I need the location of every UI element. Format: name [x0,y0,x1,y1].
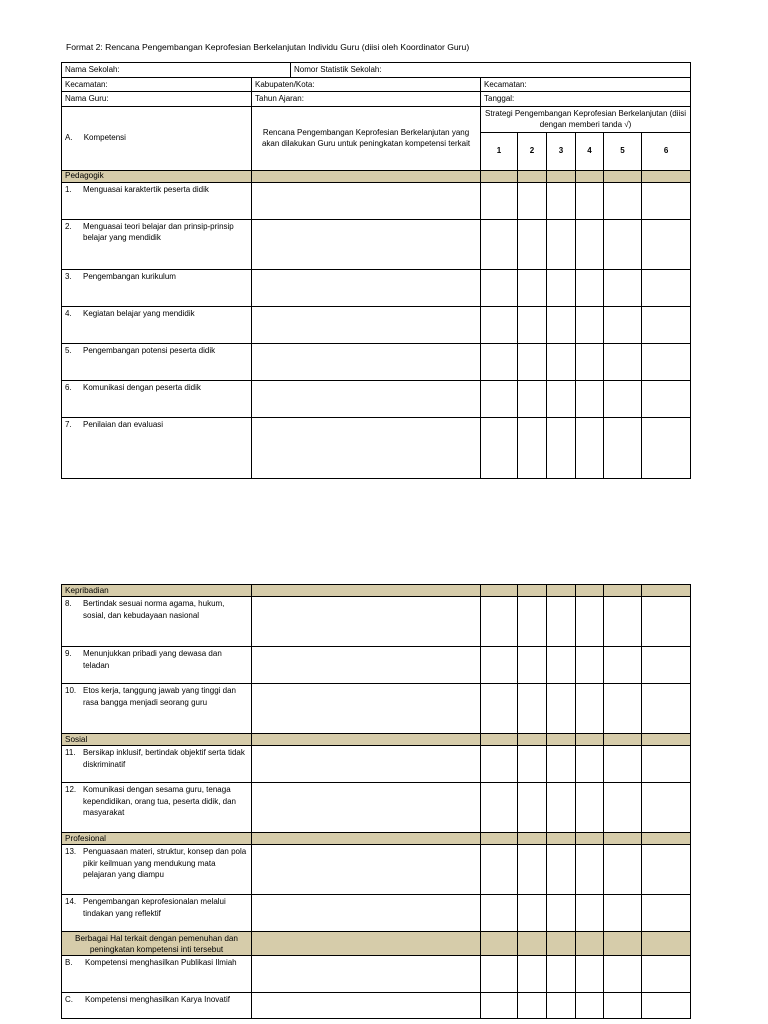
nama-guru-field[interactable]: Nama Guru: [62,92,252,107]
col-header-1: 1 [481,132,518,170]
kompetensi-header [62,106,252,170]
section-profesional: Profesional [62,833,252,845]
kompetensi-num: A. [65,133,73,143]
table-row: 12. Komunikasi dengan sesama guru, tenaga kependidikan, orang tua, peserta didik, dan masyarakat [62,783,252,833]
table-row: C. Kompetensi menghasilkan Karya Inovatif [62,993,252,1019]
table-row: 7. Penilaian dan evaluasi [62,417,252,478]
rencana-header: Rencana Pengembangan Keprofesian Berkelanjutan yang akan dilakukan Guru untuk peningkatan kompetensi terkait [252,106,481,170]
col-header-2: 2 [518,132,547,170]
page-title: Format 2: Rencana Pengembangan Keprofesian Berkelanjutan Individu Guru (diisi oleh Koordinator Guru) [66,42,470,52]
competency-table-page2 [61,584,691,1019]
col-header-4: 4 [576,132,604,170]
competency-table-page1 [61,62,691,479]
table-row: 6. Komunikasi dengan peserta didik [62,380,252,417]
table-row: 9. Menunjukkan pribadi yang dewasa dan teladan [62,647,252,684]
table-row: 2. Menguasai teori belajar dan prinsip-prinsip belajar yang mendidik [62,219,252,269]
tahun-ajaran-field[interactable]: Tahun Ajaran: [252,92,481,107]
strategi-header: Strategi Pengembangan Keprofesian Berkelanjutan (diisi dengan memberi tanda √) [481,106,691,132]
col-header-5: 5 [604,132,642,170]
section-kepribadian: Kepribadian [62,585,252,597]
kompetensi-label: Kompetensi [83,133,126,143]
table-row: B. Kompetensi menghasilkan Publikasi Ilmiah [62,956,252,993]
table-row: 11. Bersikap inklusif, bertindak objektif serta tidak diskriminatif [62,746,252,783]
section-pedagogik: Pedagogik [62,170,252,182]
nama-sekolah-field[interactable]: Nama Sekolah: [62,63,291,78]
table-row: 10. Etos kerja, tanggung jawab yang tinggi dan rasa bangga menjadi seorang guru [62,684,252,734]
table-row: 8. Bertindak sesuai norma agama, hukum, sosial, dan kebudayaan nasional [62,597,252,647]
table-row: 4. Kegiatan belajar yang mendidik [62,306,252,343]
table-row: 1. Menguasai karaktertik peserta didik [62,182,252,219]
section-sosial: Sosial [62,734,252,746]
section-berbagai: Berbagai Hal terkait dengan pemenuhan dan peningkatan kompetensi inti tersebut [62,932,252,956]
table-row: 13. Penguasaan materi, struktur, konsep dan pola pikir keilmuan yang mendukung mata pelajaran yang diampu [62,845,252,895]
table-row: 5. Pengembangan potensi peserta didik [62,343,252,380]
col-header-3: 3 [547,132,576,170]
kabupaten-field[interactable]: Kabupaten/Kota: [252,77,481,92]
kecamatan-right-field[interactable]: Kecamatan: [481,77,691,92]
tanggal-field[interactable]: Tanggal: [481,92,691,107]
nomor-statistik-field[interactable]: Nomor Statistik Sekolah: [291,63,691,78]
table-row: 3. Pengembangan kurikulum [62,269,252,306]
col-header-6: 6 [642,132,691,170]
table-row: 14. Pengembangan keprofesionalan melalui tindakan yang reflektif [62,895,252,932]
kecamatan-left-field[interactable]: Kecamatan: [62,77,252,92]
